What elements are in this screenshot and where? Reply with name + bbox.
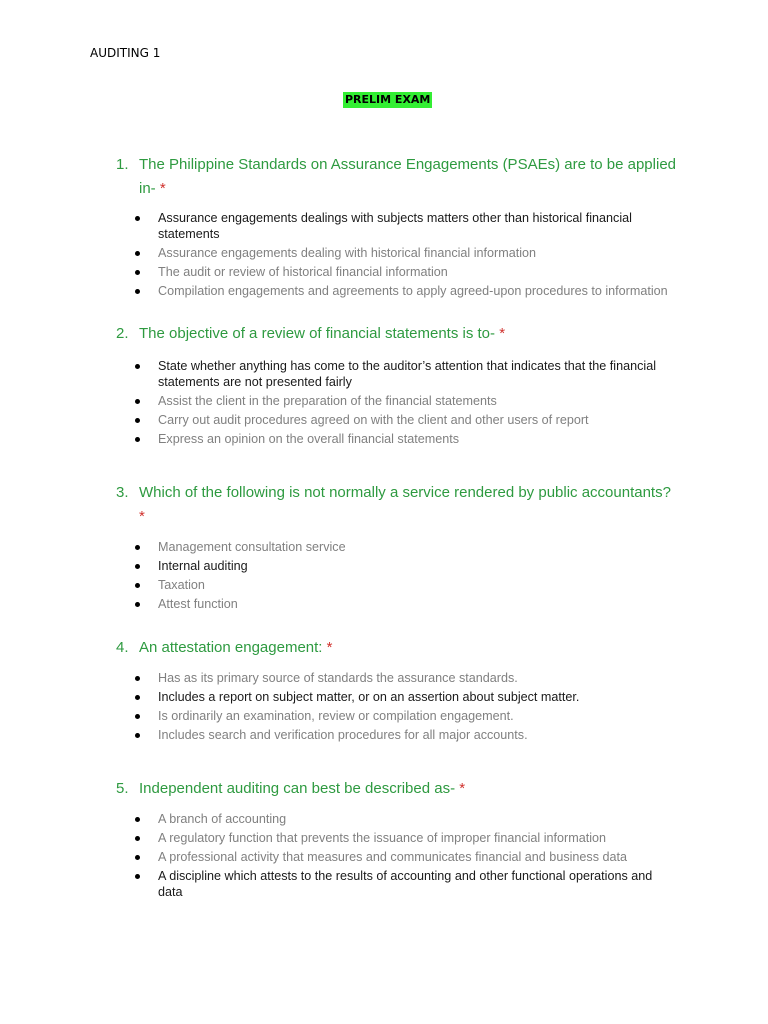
- question-heading: [116, 636, 676, 660]
- option-item[interactable]: Includes a report on subject matter, or on an assertion about subject matter.: [116, 689, 676, 705]
- option-list: [116, 210, 676, 299]
- question-5: [116, 777, 676, 903]
- question-text: An attestation engagement: *: [139, 639, 333, 656]
- option-item[interactable]: Includes search and verification procedures for all major accounts.: [116, 727, 676, 743]
- question-number: 5.: [116, 780, 129, 797]
- option-item[interactable]: Internal auditing: [116, 558, 676, 574]
- option-list: [116, 539, 676, 612]
- option-list: [116, 358, 676, 447]
- option-item[interactable]: Management consultation service: [116, 539, 676, 555]
- option-item[interactable]: Assurance engagements dealings with subjects matters other than historical financial statements: [116, 210, 676, 242]
- option-item[interactable]: A branch of accounting: [116, 811, 676, 827]
- option-item[interactable]: Taxation: [116, 577, 676, 593]
- option-list: [116, 811, 676, 900]
- question-4: [116, 636, 676, 746]
- option-item[interactable]: A regulatory function that prevents the issuance of improper financial information: [116, 830, 676, 846]
- required-mark: *: [459, 780, 466, 797]
- question-1: [116, 153, 676, 302]
- option-item[interactable]: Compilation engagements and agreements to apply agreed-upon procedures to information: [116, 283, 676, 299]
- question-2: [116, 322, 676, 450]
- option-list: [116, 670, 676, 743]
- option-item[interactable]: A professional activity that measures and communicates financial and business data: [116, 849, 676, 865]
- question-number: 3.: [116, 484, 129, 501]
- exam-title: PRELIM EXAM: [345, 93, 431, 106]
- question-heading: [116, 481, 676, 529]
- question-text: The Philippine Standards on Assurance Engagements (PSAEs) are to be applied in- *: [139, 156, 676, 197]
- question-number: 2.: [116, 325, 129, 342]
- option-item[interactable]: Is ordinarily an examination, review or compilation engagement.: [116, 708, 676, 724]
- question-heading: [116, 777, 676, 801]
- required-mark: *: [499, 325, 506, 342]
- option-item[interactable]: Attest function: [116, 596, 676, 612]
- question-3: [116, 481, 676, 615]
- option-item[interactable]: State whether anything has come to the auditor’s attention that indicates that the financial statements are not presented fairly: [116, 358, 676, 390]
- option-item[interactable]: Express an opinion on the overall financial statements: [116, 431, 676, 447]
- option-item[interactable]: Assist the client in the preparation of the financial statements: [116, 393, 676, 409]
- option-item[interactable]: Assurance engagements dealing with historical financial information: [116, 245, 676, 261]
- option-item[interactable]: Has as its primary source of standards the assurance standards.: [116, 670, 676, 686]
- question-number: 1.: [116, 156, 129, 173]
- question-text: Independent auditing can best be described as- *: [139, 780, 466, 797]
- required-mark: *: [139, 508, 145, 525]
- option-item[interactable]: The audit or review of historical financial information: [116, 264, 676, 280]
- question-text: Which of the following is not normally a service rendered by public accountants? *: [139, 484, 671, 525]
- option-item[interactable]: A discipline which attests to the results of accounting and other functional operations and data: [116, 868, 676, 900]
- option-item[interactable]: Carry out audit procedures agreed on with the client and other users of report: [116, 412, 676, 428]
- course-title: AUDITING 1: [90, 46, 161, 60]
- required-mark: *: [159, 180, 166, 197]
- question-heading: [116, 153, 676, 201]
- question-number: 4.: [116, 639, 129, 656]
- question-heading: [116, 322, 676, 346]
- required-mark: *: [326, 639, 333, 656]
- question-text: The objective of a review of financial statements is to- *: [139, 325, 506, 342]
